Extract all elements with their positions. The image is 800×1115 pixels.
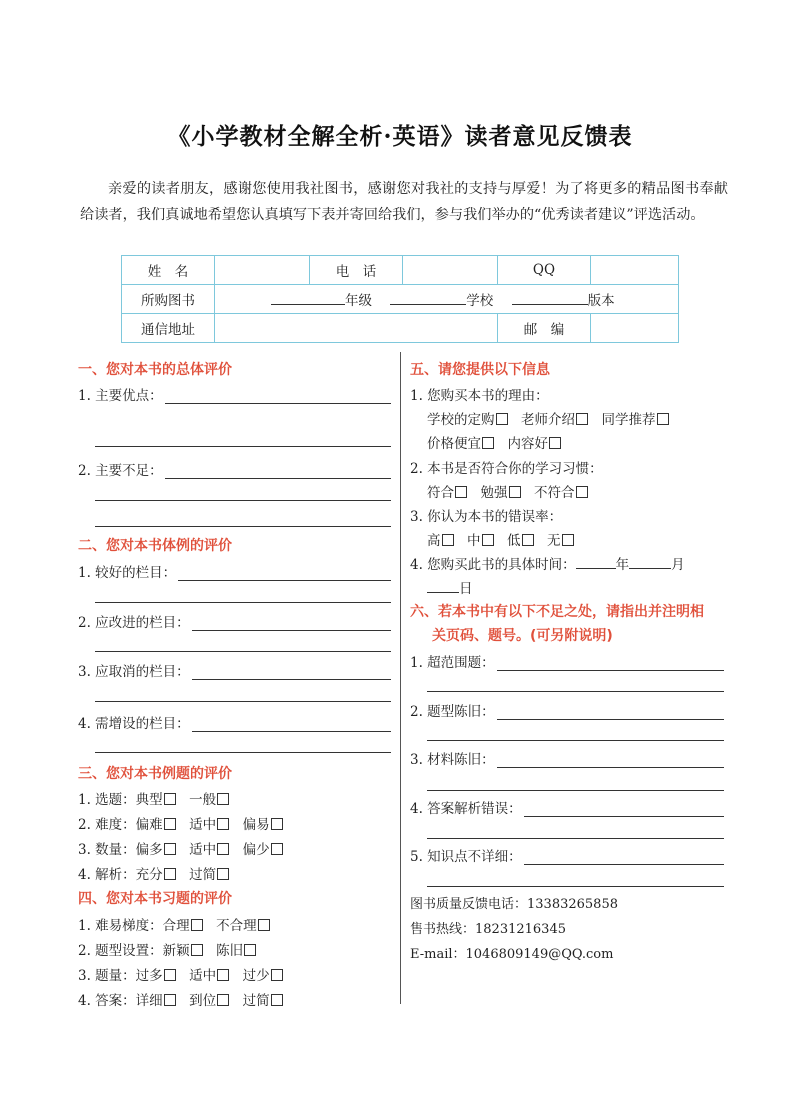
book-field[interactable]: [215, 285, 679, 314]
school-label: 学校: [466, 293, 494, 309]
s5-q4-day[interactable]: 日: [427, 577, 473, 597]
s2-q4[interactable]: 4. 需增设的栏目：: [78, 712, 391, 732]
name-label: 姓 名: [122, 256, 215, 285]
s5-q1-options-row2[interactable]: 价格便宜 内容好: [427, 432, 561, 452]
section-5-heading: 五、请您提供以下信息: [410, 362, 550, 378]
name-field[interactable]: [215, 256, 310, 285]
page-title: 《小学教材全解全析·英语》读者意见反馈表: [167, 123, 633, 150]
s2-q3[interactable]: 3. 应取消的栏目：: [78, 660, 391, 680]
column-divider: [400, 352, 401, 1004]
s2-q3-line[interactable]: [95, 701, 391, 702]
reader-info-table: [121, 255, 679, 343]
sales-hotline: 售书热线：18231216345: [410, 922, 566, 937]
section-6-heading-line2: 关页码、题号。(可另附说明): [432, 628, 613, 644]
s5-q2-options[interactable]: 符合 勉强 不符合: [427, 481, 588, 501]
intro-paragraph: 亲爱的读者朋友，感谢您使用我社图书，感谢您对我社的支持与厚爱！为了将更多的精品图书奉献给读者，我们真诚地希望您认真填写下表并寄回给我们，参与我们举办的“优秀读者建议”评选活动。: [80, 181, 728, 223]
edition-label: 版本: [587, 293, 615, 309]
address-label: 通信地址: [122, 314, 215, 343]
s6-q2-line[interactable]: [427, 740, 724, 741]
grade-label: 年级: [345, 293, 372, 309]
s4-q3[interactable]: 3. 题量：过多 适中 过少: [78, 964, 283, 984]
book-label: 所购图书: [122, 285, 215, 314]
phone-field[interactable]: [403, 256, 498, 285]
s4-q1[interactable]: 1. 难易梯度：合理 不合理: [78, 914, 270, 934]
s1-q1[interactable]: 1. 主要优点：: [78, 384, 391, 404]
contact-email: E-mail：1046809149@QQ.com: [410, 947, 614, 962]
s4-q4[interactable]: 4. 答案：详细 到位 过简: [78, 989, 283, 1009]
s6-q5-line[interactable]: [427, 886, 724, 887]
feedback-phone: 图书质量反馈电话：13383265858: [410, 897, 618, 912]
s3-q2[interactable]: 2. 难度：偏难 适中 偏易: [78, 813, 283, 833]
s3-q4[interactable]: 4. 解析：充分 过简: [78, 863, 229, 883]
s2-q2[interactable]: 2. 应改进的栏目：: [78, 611, 391, 631]
postcode-label: 邮 编: [498, 314, 591, 343]
section-4-heading: 四、您对本书习题的评价: [78, 891, 232, 907]
s2-q1-line[interactable]: [95, 602, 391, 603]
s6-q3[interactable]: 3. 材料陈旧：: [410, 748, 724, 768]
s4-q2[interactable]: 2. 题型设置：新颖 陈旧: [78, 939, 256, 959]
s6-q1[interactable]: 1. 超范围题：: [410, 651, 724, 671]
section-1-heading: 一、您对本书的总体评价: [78, 362, 232, 378]
s2-q1[interactable]: 1. 较好的栏目：: [78, 561, 391, 581]
s1-q1-line[interactable]: [95, 446, 391, 447]
qq-field[interactable]: [591, 256, 679, 285]
s3-q3[interactable]: 3. 数量：偏多 适中 偏少: [78, 838, 283, 858]
address-field[interactable]: [215, 314, 498, 343]
s2-q4-line[interactable]: [95, 752, 391, 753]
qq-label: QQ: [498, 256, 591, 285]
s3-q1[interactable]: 1. 选题：典型 一般: [78, 788, 229, 808]
s1-q2-line-1[interactable]: [95, 500, 391, 501]
s5-q1-options-row1[interactable]: 学校的定购 老师介绍 同学推荐: [427, 408, 669, 428]
s5-q1: 1. 您购买本书的理由：: [410, 388, 549, 404]
section-3-heading: 三、您对本书例题的评价: [78, 766, 232, 782]
s5-q2: 2. 本书是否符合你的学习习惯：: [410, 461, 603, 477]
s5-q3-options[interactable]: 高 中 低 无: [427, 529, 574, 549]
s5-q4[interactable]: 4. 您购买此书的具体时间： 年 月: [410, 553, 685, 573]
s1-q2-line-2[interactable]: [95, 526, 391, 527]
s6-q1-line[interactable]: [427, 691, 724, 692]
postcode-field[interactable]: [591, 314, 679, 343]
s1-q2[interactable]: 2. 主要不足：: [78, 459, 391, 479]
s2-q2-line[interactable]: [95, 651, 391, 652]
s6-q4-line[interactable]: [427, 838, 724, 839]
phone-label: 电 话: [310, 256, 403, 285]
section-6-heading-line1: 六、若本书中有以下不足之处，请指出并注明相: [410, 604, 704, 620]
section-2-heading: 二、您对本书体例的评价: [78, 538, 232, 554]
s5-q3: 3. 你认为本书的错误率：: [410, 509, 563, 525]
s6-q2[interactable]: 2. 题型陈旧：: [410, 700, 724, 720]
s6-q5[interactable]: 5. 知识点不详细：: [410, 845, 724, 865]
s6-q4[interactable]: 4. 答案解析错误：: [410, 797, 724, 817]
s6-q3-line[interactable]: [427, 790, 724, 791]
